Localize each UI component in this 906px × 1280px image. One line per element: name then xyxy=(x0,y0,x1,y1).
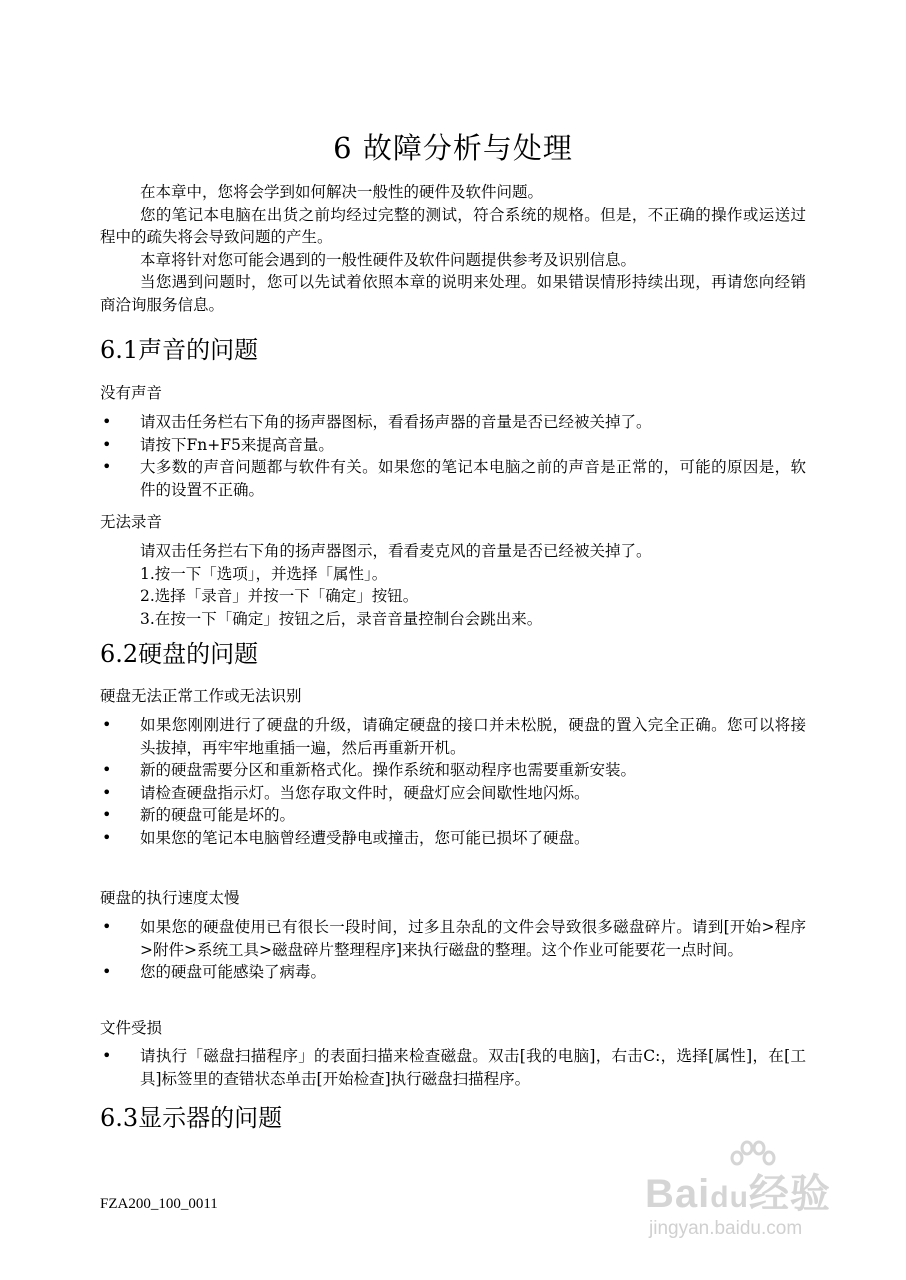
subheading-file-damaged: 文件受损 xyxy=(100,1019,163,1037)
section-heading-hard-disk: 6.2硬盘的问题 xyxy=(100,640,259,668)
list-item: • 新的硬盘需要分区和重新格式化。操作系统和驱动程序也需要重新安装。 xyxy=(100,759,806,782)
baidu-watermark xyxy=(645,1140,865,1270)
subheading-disk-slow: 硬盘的执行速度太慢 xyxy=(100,889,240,907)
list-item: • 请执行「磁盘扫描程序」的表面扫描来检查磁盘。双击[我的电脑]，右击C:，选择[属性]，在[工具]标签里的查错状态单击[开始检查]执行磁盘扫描程序。 xyxy=(100,1045,806,1090)
step-line: 3.在按一下「确定」按钮之后，录音音量控制台会跳出来。 xyxy=(140,609,543,628)
subheading-disk-not-working: 硬盘无法正常工作或无法识别 xyxy=(100,687,302,705)
intro-text xyxy=(100,181,806,316)
intro-paragraph: 当您遇到问题时，您可以先试着依照本章的说明来处理。如果错误情形持续出现，再请您向经销商洽询服务信息。 xyxy=(100,273,806,314)
subheading-no-recording: 无法录音 xyxy=(100,513,163,531)
list-item: • 请检查硬盘指示灯。当您存取文件时，硬盘灯应会间歇性地闪烁。 xyxy=(100,782,806,805)
subheading-no-sound: 没有声音 xyxy=(100,384,163,402)
step-line: 2.选择「录音」并按一下「确定」按钮。 xyxy=(140,587,419,605)
list-item: • 大多数的声音问题都与软件有关。如果您的笔记本电脑之前的声音是正常的，可能的原因是，软件的设置不正确。 xyxy=(100,456,806,501)
list-item: • 如果您的笔记本电脑曾经遭受静电或撞击，您可能已损坏了硬盘。 xyxy=(100,827,806,850)
list-item: • 请按下Fn+F5来提高音量。 xyxy=(100,434,806,457)
footer-doc-code: FZA200_100_0011 xyxy=(100,1196,218,1212)
list-item: • 您的硬盘可能感染了病毒。 xyxy=(100,961,806,984)
intro-paragraph: 本章将针对您可能会遇到的一般性硬件及软件问题提供参考及识别信息。 xyxy=(140,250,637,269)
disk-slow-list xyxy=(100,916,806,984)
list-item: • 新的硬盘可能是坏的。 xyxy=(100,804,806,827)
list-item: • 如果您的硬盘使用已有很长一段时间，过多且杂乱的文件会导致很多磁盘碎片。请到[开始>程序>附件>系统工具>磁盘碎片整理程序]来执行磁盘的整理。这个作业可能要花一点时间。 xyxy=(100,916,806,961)
chapter-title: 6 故障分析与处理 xyxy=(333,131,573,165)
section-heading-sound: 6.1声音的问题 xyxy=(100,336,259,364)
recording-steps xyxy=(140,540,806,630)
list-item: • 请双击任务栏右下角的扬声器图标，看看扬声器的音量是否已经被关掉了。 xyxy=(100,411,806,434)
watermark-logo: Baidu经验 xyxy=(645,1172,831,1216)
no-sound-list xyxy=(100,411,806,501)
disk-not-working-list xyxy=(100,714,806,849)
list-item: • 如果您刚刚进行了硬盘的升级，请确定硬盘的接口并未松脱，硬盘的置入完全正确。您可以将接头拔掉，再牢牢地重插一遍，然后再重新开机。 xyxy=(100,714,806,759)
step-line: 1.按一下「选项」，并选择「属性」。 xyxy=(140,564,388,583)
intro-paragraph: 您的笔记本电脑在出货之前均经过完整的测试，符合系统的规格。但是，不正确的操作或运送过程中的疏失将会导致问题的产生。 xyxy=(100,205,806,246)
watermark-url: jingyan.baidu.com xyxy=(649,1218,803,1239)
section-heading-display: 6.3显示器的问题 xyxy=(100,1104,283,1132)
file-damaged-list xyxy=(100,1045,806,1090)
intro-paragraph: 在本章中，您将会学到如何解决一般性的硬件及软件问题。 xyxy=(140,183,544,201)
step-line: 请双击任务拦右下角的扬声器图示，看看麦克风的音量是否已经被关掉了。 xyxy=(140,542,652,560)
